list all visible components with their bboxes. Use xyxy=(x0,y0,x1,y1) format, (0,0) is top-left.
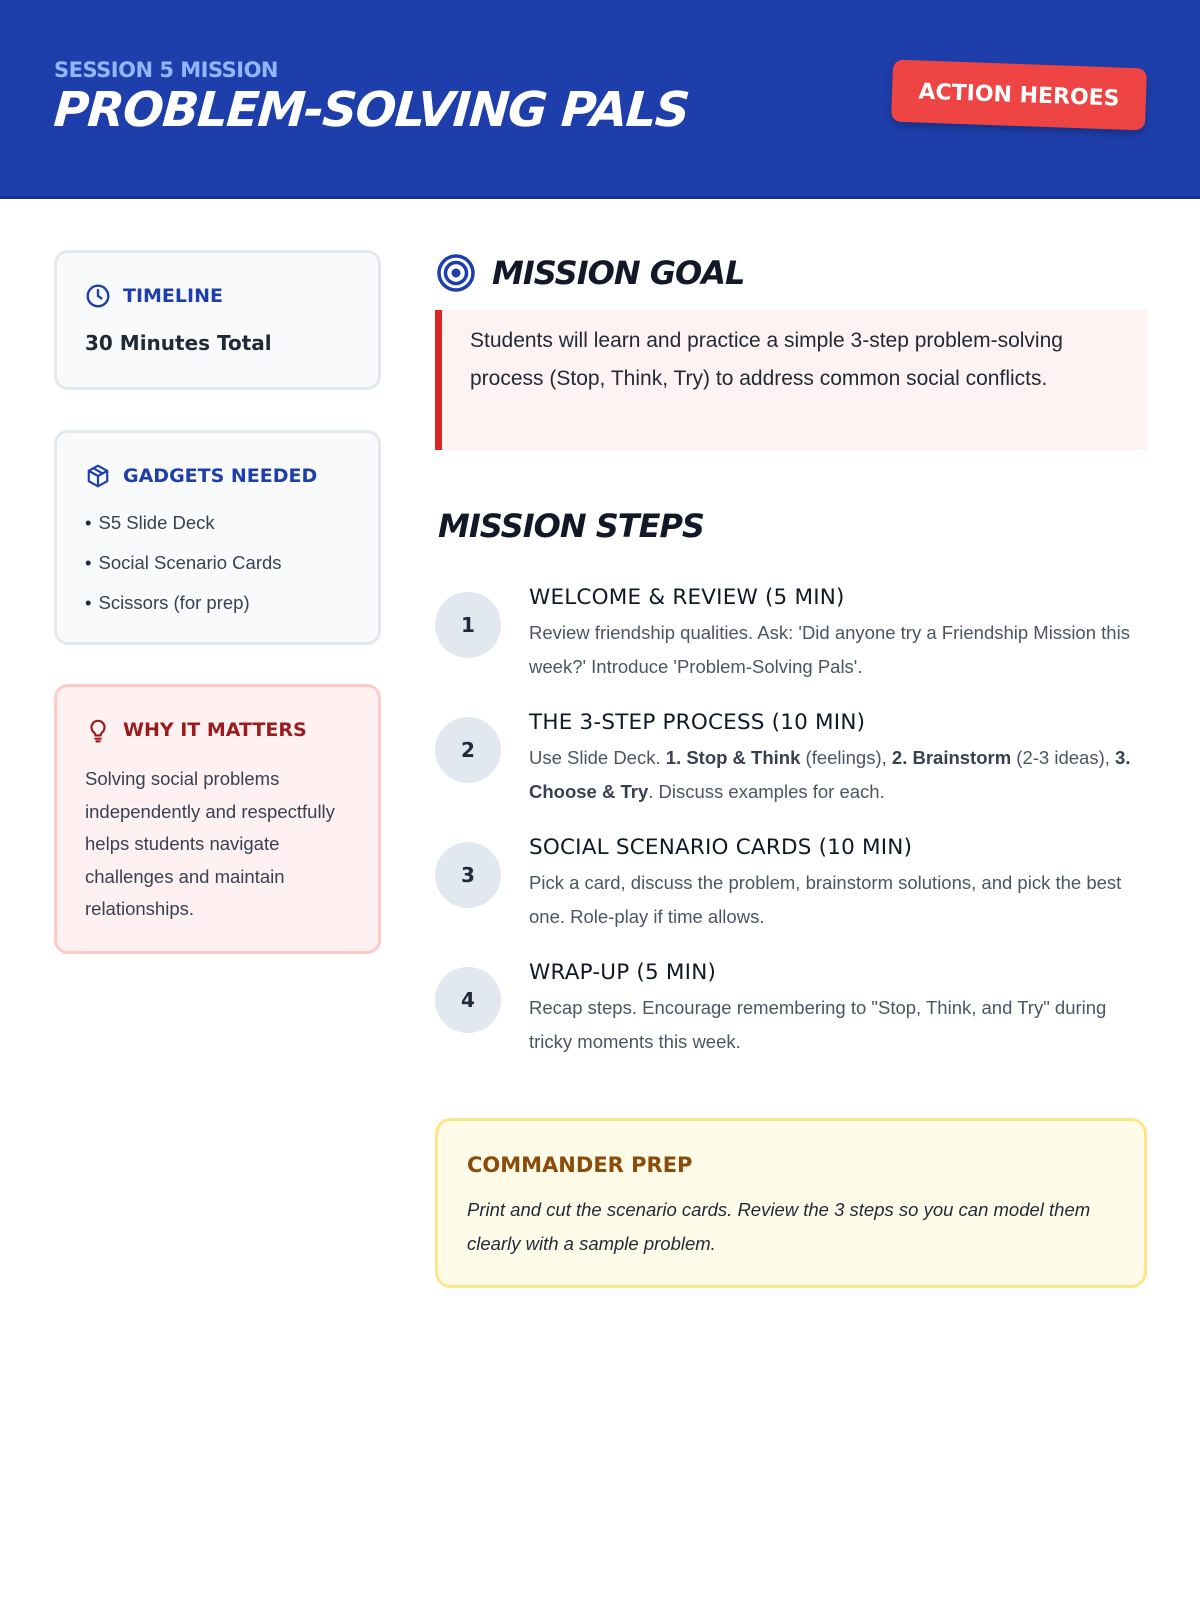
list-item: • Social Scenario Cards xyxy=(85,549,282,589)
target-icon xyxy=(436,253,476,293)
lightbulb-icon xyxy=(85,717,111,743)
step-desc-bold: 2. Brainstorm xyxy=(891,747,1012,768)
why-heading-label: WHY IT MATTERS xyxy=(123,719,307,741)
step-description: Review friendship qualities. Ask: 'Did anyone try a Friendship Mission this week?' Introduce 'Problem-Solving Pals'. xyxy=(529,622,1130,677)
step-title: THE 3-STEP PROCESS (10 MIN) xyxy=(529,710,866,735)
step-number: 1 xyxy=(435,592,501,658)
gadgets-list xyxy=(85,509,282,629)
mission-goal-heading xyxy=(436,253,744,293)
gadgets-heading-label: GADGETS NEEDED xyxy=(123,465,318,487)
step-description: Pick a card, discuss the problem, brainstorm solutions, and pick the best one. Role-play if time allows. xyxy=(529,872,1122,927)
mission-steps-title: MISSION STEPS xyxy=(438,507,704,545)
action-heroes-badge: ACTION HEROES xyxy=(891,60,1147,131)
timeline-heading-label: TIMELINE xyxy=(123,285,223,307)
gadgets-heading xyxy=(85,463,317,489)
why-it-matters-card xyxy=(54,684,381,954)
step-desc-text: Use Slide Deck. xyxy=(529,747,666,768)
commander-prep-text: Print and cut the scenario cards. Review the 3 steps so you can model them clearly with a sample problem. xyxy=(467,1199,1091,1254)
commander-prep-title: COMMANDER PREP xyxy=(467,1153,693,1177)
step-desc-text: (2-3 ideas), xyxy=(1011,747,1116,768)
page-title: PROBLEM-SOLVING PALS xyxy=(52,82,691,138)
commander-prep-box xyxy=(435,1118,1147,1288)
list-item: • Scissors (for prep) xyxy=(85,589,282,629)
step-description xyxy=(529,741,1139,808)
step-desc-bold: 1. Stop & Think xyxy=(665,747,801,768)
mission-goal-box: Students will learn and practice a simple 3-step problem-solving process (Stop, Think, Try) to address common social conflicts. xyxy=(435,310,1147,450)
clock-icon xyxy=(85,283,111,309)
step-desc-bold: 3. Choose & Try xyxy=(529,747,1131,802)
cube-icon xyxy=(85,463,111,489)
step-number: 2 xyxy=(435,717,501,783)
session-kicker: SESSION 5 MISSION xyxy=(54,58,279,82)
step-number: 4 xyxy=(435,967,501,1033)
gadgets-card xyxy=(54,430,381,645)
why-text: Solving social problems independently and respectfully helps students navigate challenges and maintain relationships. xyxy=(85,768,335,919)
step-title: WRAP-UP (5 MIN) xyxy=(529,960,717,985)
step-title: WELCOME & REVIEW (5 MIN) xyxy=(529,585,845,610)
timeline-value: 30 Minutes Total xyxy=(85,331,272,355)
mission-goal-title: MISSION GOAL xyxy=(492,254,745,292)
step-number: 3 xyxy=(435,842,501,908)
header-banner xyxy=(0,0,1200,196)
timeline-card xyxy=(54,250,381,390)
why-heading xyxy=(85,717,307,743)
list-item: • S5 Slide Deck xyxy=(85,509,282,549)
step-desc-text: (feelings), xyxy=(800,747,892,768)
step-desc-text: . Discuss examples for each. xyxy=(648,780,885,802)
step-description: Recap steps. Encourage remembering to "Stop, Think, and Try" during tricky moments this week. xyxy=(529,997,1107,1052)
timeline-heading xyxy=(85,283,223,309)
step-title: SOCIAL SCENARIO CARDS (10 MIN) xyxy=(529,835,913,860)
